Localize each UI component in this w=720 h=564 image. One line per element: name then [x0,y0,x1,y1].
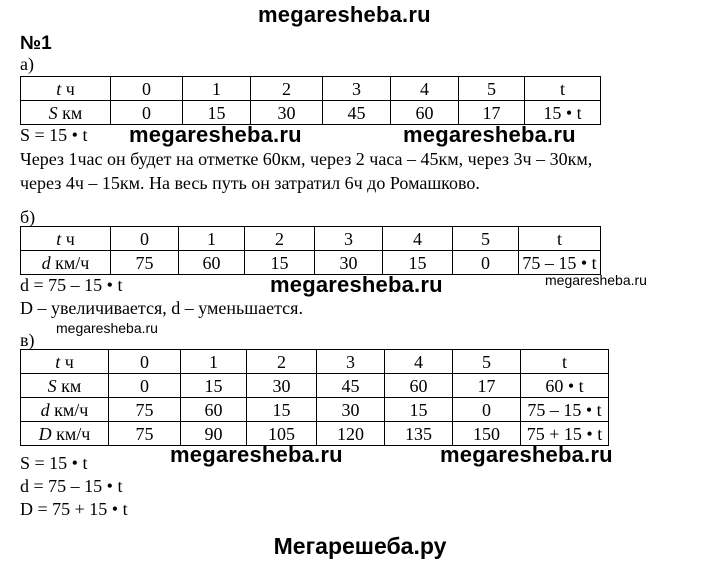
table-cell: 30 [315,251,383,275]
table-cell: 30 [317,398,385,422]
task-number: №1 [20,33,52,54]
table-row [21,350,609,374]
row-unit: ч [61,78,75,99]
watermark-bold: megaresheba.ru [403,122,576,147]
row-variable: t [55,351,61,372]
watermark-bold: megaresheba.ru [129,122,302,147]
row-unit: км [57,102,83,123]
table-cell: 15 [181,374,247,398]
table-cell: 5 [453,227,519,251]
row-unit: км/ч [49,399,89,420]
footer-watermark: Мегарешеба.ру [273,533,447,559]
row-header [21,398,109,422]
row-variable: S [48,102,58,123]
table-cell: 15 [383,251,453,275]
watermark-bold: megaresheba.ru [170,442,343,467]
table-cell: 45 [323,101,391,125]
table-cell: 17 [453,374,521,398]
table-cell: 60 [181,398,247,422]
row-variable: D [38,423,52,444]
table-cell: 3 [315,227,383,251]
table-row [21,227,601,251]
part-a-text-line-2: через 4ч – 15км. На весь путь он затратил 6ч до Ромашково. [20,173,480,193]
table-cell: 30 [251,101,323,125]
part-a-table [20,76,601,125]
part-c-formula-d: d = 75 – 15 • t [20,476,123,496]
table-cell: 75 + 15 • t [521,422,609,446]
table-cell: 75 – 15 • t [519,251,601,275]
table-cell: 0 [109,350,181,374]
table-cell: 5 [459,77,525,101]
table-cell: 0 [111,227,179,251]
table-cell: t [521,350,609,374]
row-variable: d [41,252,51,273]
part-c-table [20,349,609,446]
part-c-formula-big-d: D = 75 + 15 • t [20,499,128,519]
table-cell: 3 [317,350,385,374]
table-cell: 15 [183,101,251,125]
table-cell: 2 [251,77,323,101]
table-cell: 60 [391,101,459,125]
row-header [21,227,111,251]
table-cell: 60 [385,374,453,398]
table-cell: 5 [453,350,521,374]
row-variable: d [40,399,50,420]
table-cell: 30 [247,374,317,398]
part-b-conclusion: D – увеличивается, d – уменьшается. [20,298,303,318]
table-cell: 0 [111,101,183,125]
watermark-top: megaresheba.ru [258,2,431,27]
table-row [21,374,609,398]
table-cell: 60 [179,251,245,275]
part-b-table [20,226,601,275]
table-cell: 15 • t [525,101,601,125]
table-cell: 75 [109,422,181,446]
table-row [21,251,601,275]
table-row [21,101,601,125]
table-cell: t [525,77,601,101]
table-cell: 4 [391,77,459,101]
table-cell: 75 [109,398,181,422]
table-cell: 150 [453,422,521,446]
row-variable: S [47,375,57,396]
part-a-label: а) [20,54,34,74]
watermark-bold: megaresheba.ru [440,442,613,467]
table-cell: 0 [109,374,181,398]
watermark-bold: megaresheba.ru [270,272,443,297]
row-variable: t [56,228,62,249]
row-header [21,77,111,101]
part-a-formula-text: S = 15 • t [20,125,88,145]
table-cell: 90 [181,422,247,446]
table-cell: 2 [247,350,317,374]
row-header [21,251,111,275]
table-cell: 4 [385,350,453,374]
watermark-small: megaresheba.ru [56,320,158,336]
row-header [21,422,109,446]
table-row [21,77,601,101]
table-cell: 17 [459,101,525,125]
table-cell: 1 [181,350,247,374]
table-cell: 120 [317,422,385,446]
row-unit: км/ч [51,423,91,444]
table-cell: 0 [453,398,521,422]
table-cell: 105 [247,422,317,446]
part-b-formula: d = 75 – 15 • t [20,275,123,295]
table-row [21,398,609,422]
table-cell: 75 – 15 • t [521,398,609,422]
table-cell: 15 [245,251,315,275]
table-cell: 0 [111,77,183,101]
table-cell: 15 [247,398,317,422]
table-cell: 75 [111,251,179,275]
row-unit: ч [61,228,75,249]
table-cell: 2 [245,227,315,251]
table-cell: 60 • t [521,374,609,398]
table-cell: 135 [385,422,453,446]
table-cell: t [519,227,601,251]
row-header [21,374,109,398]
watermark-small: megaresheba.ru [545,272,647,288]
table-cell: 3 [323,77,391,101]
part-a-formula [20,124,87,147]
part-c-label: в) [20,330,35,350]
row-unit: ч [60,351,74,372]
part-a-text-line-1: Через 1час он будет на отметке 60км, через 2 часа – 45км, через 3ч – 30км, [20,149,593,169]
table-cell: 15 [385,398,453,422]
table-cell: 1 [179,227,245,251]
table-cell: 0 [453,251,519,275]
row-header [21,350,109,374]
part-c-formula-s: S = 15 • t [20,453,88,473]
part-b-label: б) [20,207,36,227]
table-cell: 1 [183,77,251,101]
table-cell: 4 [383,227,453,251]
row-unit: км/ч [50,252,90,273]
row-header [21,101,111,125]
row-unit: км [56,375,82,396]
table-cell: 45 [317,374,385,398]
row-variable: t [56,78,62,99]
